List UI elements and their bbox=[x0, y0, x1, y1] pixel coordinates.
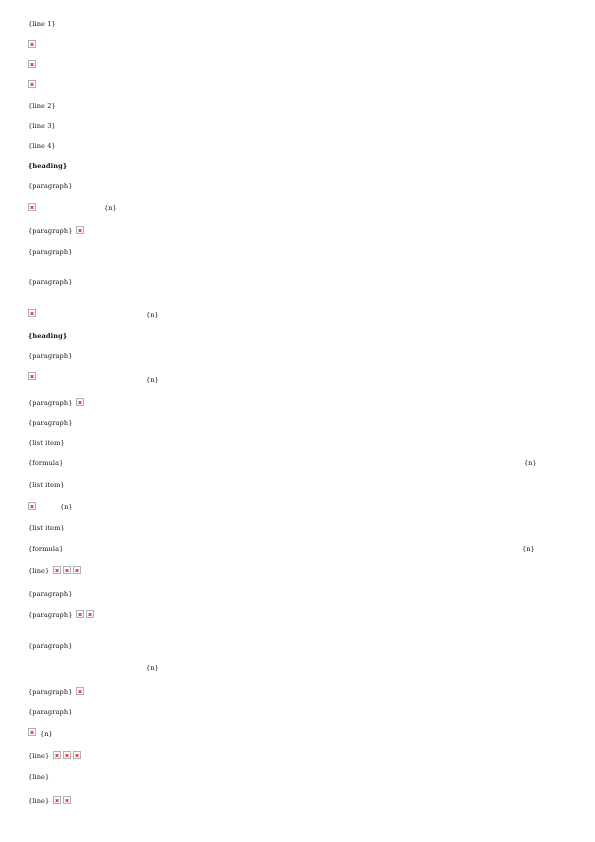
paragraph: {paragraph} bbox=[28, 642, 73, 650]
equation-number: {n} bbox=[60, 503, 73, 511]
text-line: {line 4} bbox=[28, 142, 56, 150]
equation-number: {n} bbox=[40, 730, 53, 738]
broken-image-icon bbox=[73, 566, 81, 574]
equation-number: {n} bbox=[104, 204, 117, 212]
equation-number: {n} bbox=[524, 459, 537, 467]
formula: {formula} bbox=[28, 459, 64, 467]
broken-image-icon bbox=[28, 80, 36, 88]
broken-image-icon bbox=[63, 751, 71, 759]
text-line bbox=[28, 566, 82, 575]
paragraph-text: {paragraph} bbox=[28, 227, 73, 235]
broken-image-icon bbox=[28, 60, 36, 68]
paragraph: {paragraph} bbox=[28, 352, 73, 360]
paragraph: {paragraph} bbox=[28, 182, 73, 190]
paragraph: {paragraph} bbox=[28, 278, 73, 286]
paragraph-text: {line} bbox=[28, 797, 50, 805]
paragraph bbox=[28, 796, 72, 805]
broken-image-icon bbox=[76, 398, 84, 406]
list-item: {list item} bbox=[28, 524, 65, 532]
text-line: {line 1} bbox=[28, 20, 56, 28]
broken-image-icon bbox=[28, 309, 36, 317]
paragraph bbox=[28, 687, 85, 696]
equation-number: {n} bbox=[146, 311, 159, 319]
broken-image-icon bbox=[53, 751, 61, 759]
broken-image-icon bbox=[28, 728, 36, 736]
text-line bbox=[28, 751, 82, 760]
paragraph bbox=[28, 226, 85, 235]
broken-image-icon bbox=[28, 502, 36, 510]
broken-image-icon bbox=[28, 372, 36, 380]
broken-image-icon bbox=[76, 687, 84, 695]
text-line: {line 2} bbox=[28, 102, 56, 110]
paragraph: {paragraph} bbox=[28, 708, 73, 716]
broken-image-icon bbox=[53, 566, 61, 574]
paragraph: {paragraph} bbox=[28, 248, 73, 256]
equation-number: {n} bbox=[146, 376, 159, 384]
broken-image-icon bbox=[86, 610, 94, 618]
broken-image-icon bbox=[76, 226, 84, 234]
paragraph: {paragraph} bbox=[28, 590, 73, 598]
equation-number: {n} bbox=[146, 664, 159, 672]
section-heading: {heading} bbox=[28, 332, 68, 340]
paragraph bbox=[28, 610, 550, 619]
broken-image-icon bbox=[73, 751, 81, 759]
formula: {formula} bbox=[28, 545, 64, 553]
paragraph: {line} bbox=[28, 773, 50, 781]
equation-number: {n} bbox=[522, 545, 535, 553]
paragraph bbox=[28, 398, 85, 407]
list-item: {list item} bbox=[28, 439, 65, 447]
section-heading: {heading} bbox=[28, 162, 68, 170]
list-item: {list item} bbox=[28, 481, 65, 489]
broken-image-icon bbox=[76, 610, 84, 618]
line-text: {line} bbox=[28, 752, 50, 760]
line-text: {line} bbox=[28, 567, 50, 575]
broken-image-icon bbox=[28, 40, 36, 48]
paragraph: {paragraph} bbox=[28, 419, 73, 427]
broken-image-icon bbox=[53, 796, 61, 804]
broken-image-icon bbox=[63, 796, 71, 804]
paragraph-text: {paragraph} bbox=[28, 399, 73, 407]
text-line: {line 3} bbox=[28, 122, 56, 130]
broken-image-icon bbox=[63, 566, 71, 574]
broken-image-icon bbox=[28, 203, 36, 211]
paragraph-text: {paragraph} bbox=[28, 611, 73, 619]
paragraph-text: {paragraph} bbox=[28, 688, 73, 696]
